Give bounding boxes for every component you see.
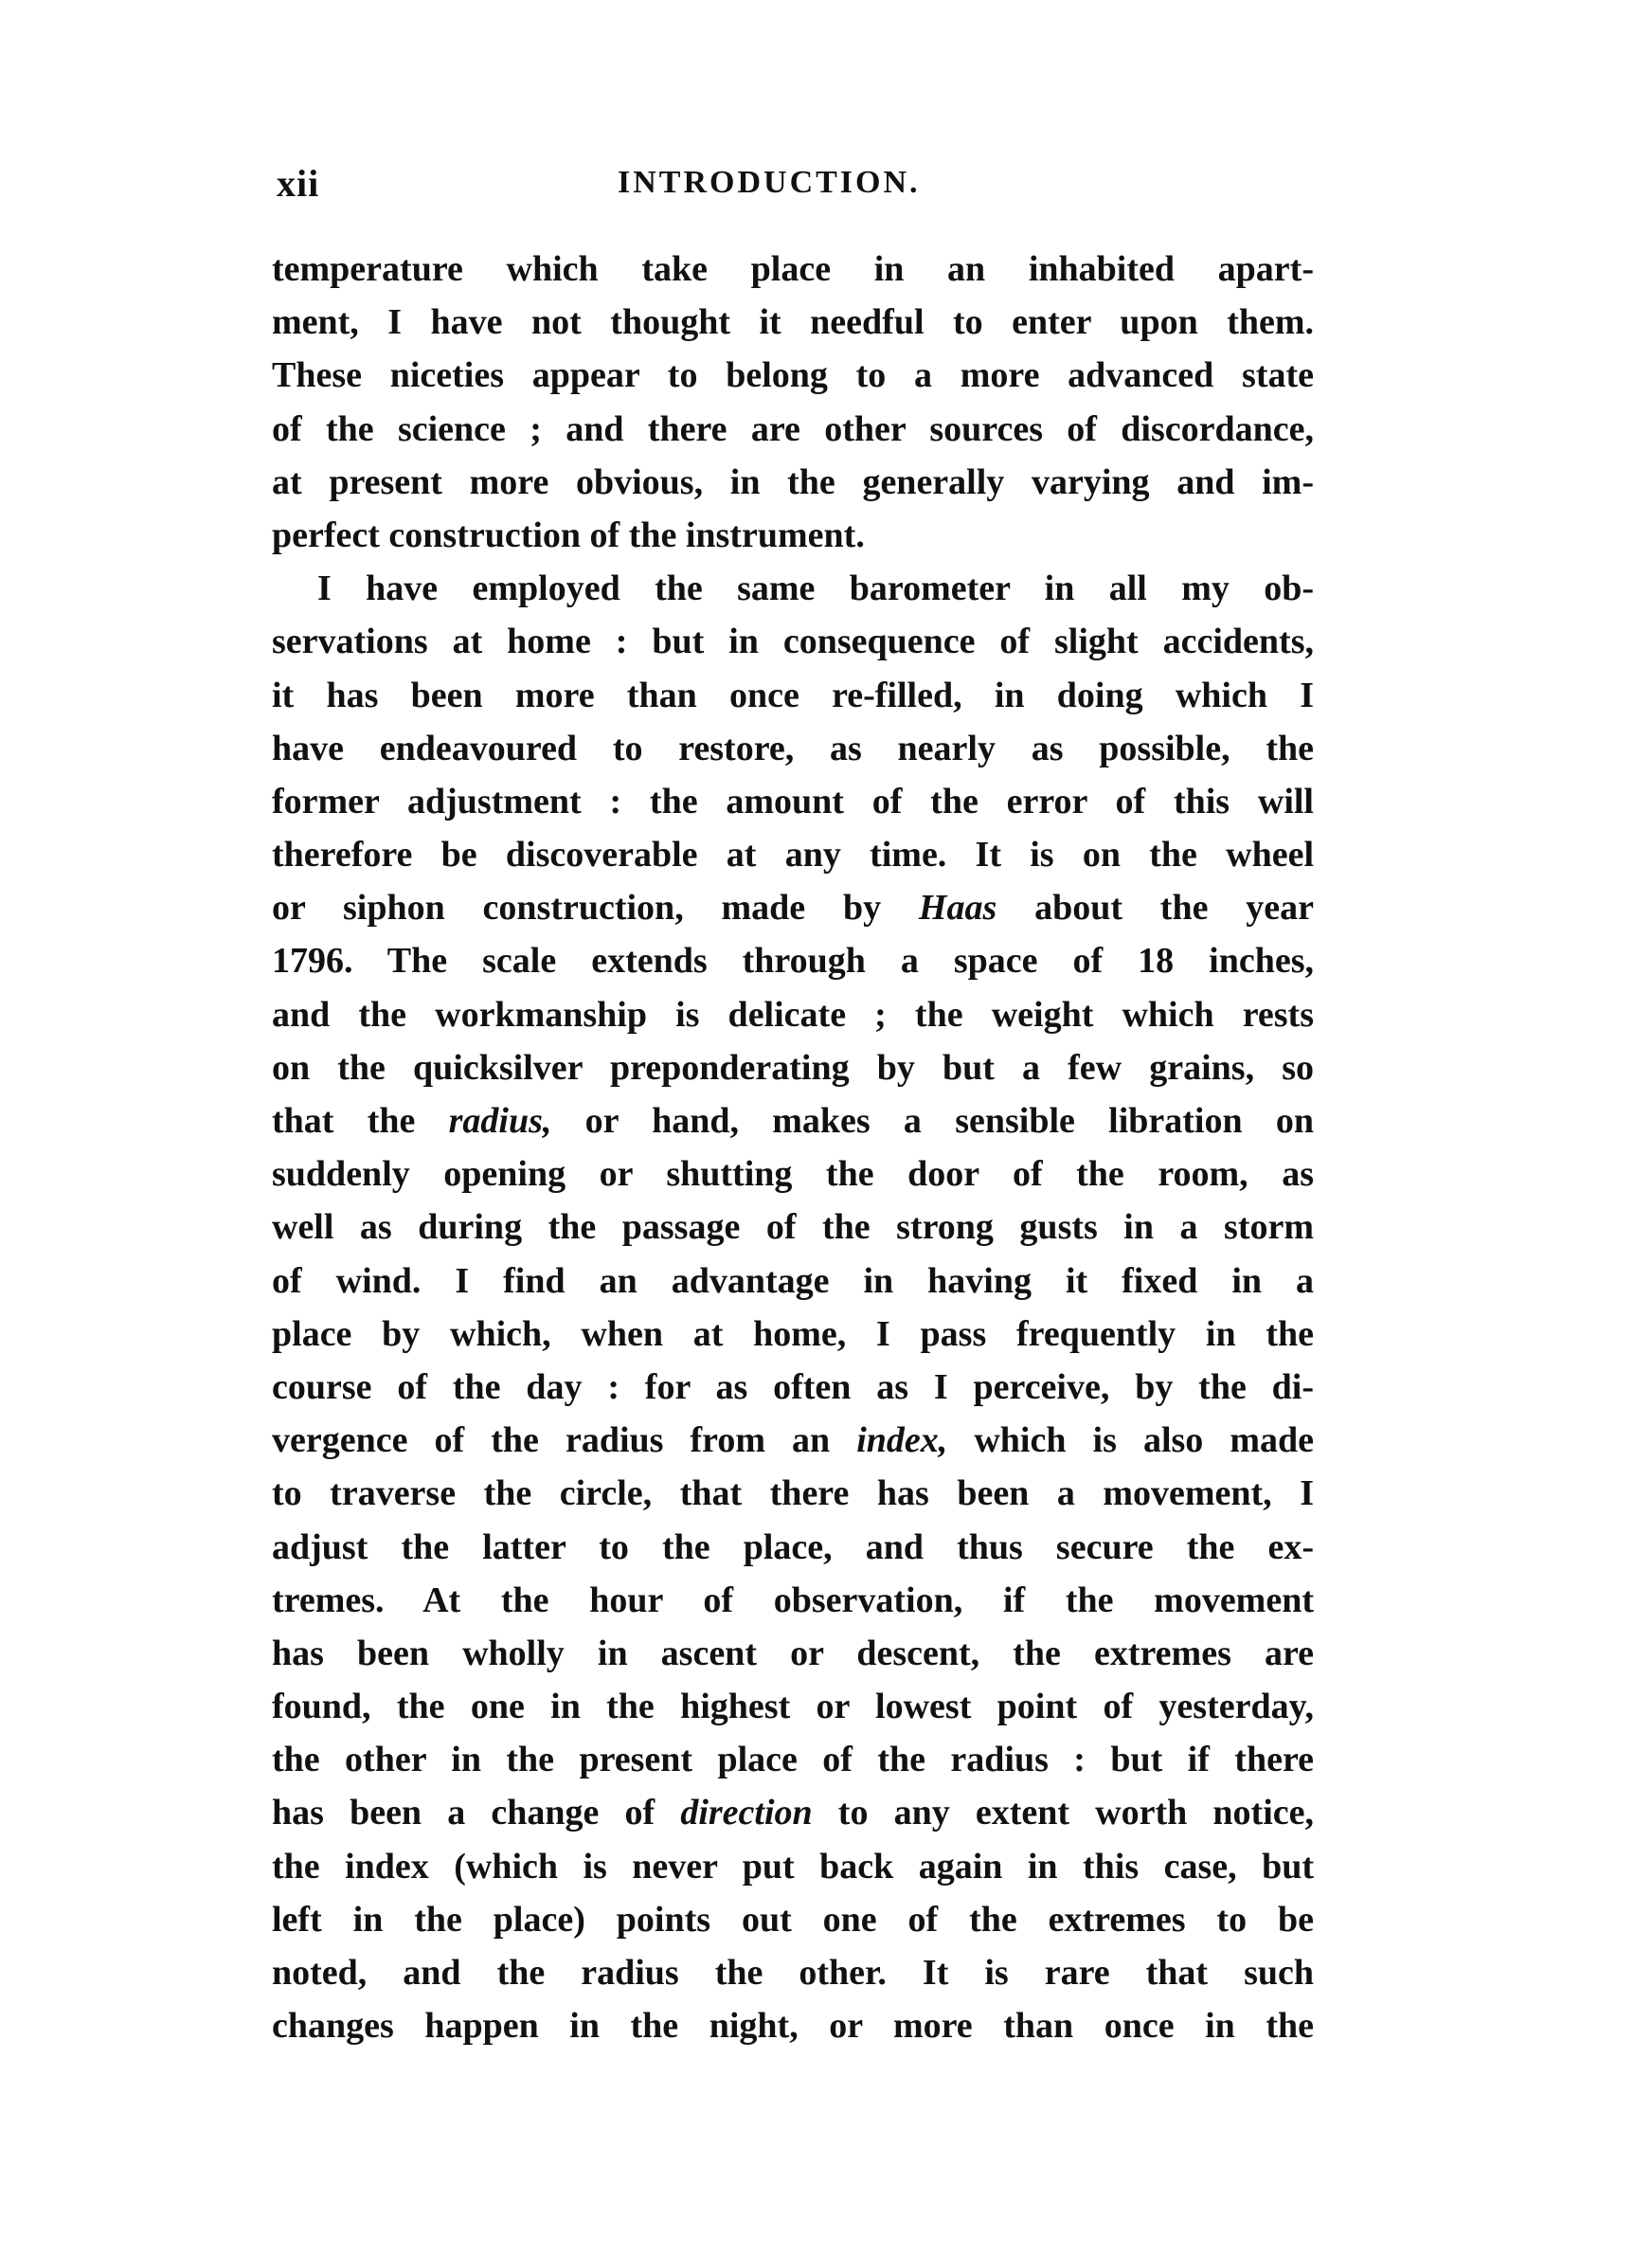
text-line: therefore be discoverable at any time. It is on the wheel <box>272 835 1314 876</box>
text-line: changes happen in the night, or more than once in the <box>272 2006 1314 2047</box>
text-line: to traverse the circle, that there has been a movement, I <box>272 1473 1314 1514</box>
text-line: ment, I have not thought it needful to enter upon them. <box>272 302 1314 343</box>
text-line: perfect construction of the instrument. <box>272 515 865 555</box>
text-line: left in the place) points out one of the extremes to be <box>272 1899 1314 1940</box>
text-line: on the quicksilver preponderating by but a few grains, so <box>272 1047 1314 1088</box>
text-line: suddenly opening or shutting the door of the room, as <box>272 1154 1314 1195</box>
text-fragment: that the <box>272 1101 449 1141</box>
text-fragment: which is also made <box>947 1420 1314 1461</box>
italic-word: index, <box>856 1420 948 1461</box>
running-head: INTRODUCTION. <box>618 165 921 200</box>
text-line <box>272 1094 1314 1147</box>
text-line: tremes. At the hour of observation, if the movement <box>272 1580 1314 1620</box>
text-fragment: or hand, makes a sensible libration on <box>551 1101 1314 1141</box>
text-line: and the workmanship is delicate ; the weight which rests <box>272 994 1314 1035</box>
text-fragment: or siphon construction, made by <box>272 888 919 929</box>
text-line: servations at home : but in consequence of slight accidents, <box>272 622 1314 662</box>
text-line: adjust the latter to the place, and thus secure the ex- <box>272 1526 1314 1567</box>
text-line: of wind. I find an advantage in having it fixed in a <box>272 1260 1314 1301</box>
page-header <box>277 161 1319 208</box>
text-line: the other in the present place of the radius : but if there <box>272 1740 1314 1780</box>
text-line: noted, and the radius the other. It is rare that such <box>272 1953 1314 1993</box>
text-line: have endeavoured to restore, as nearly as possible, the <box>272 728 1314 768</box>
text-fragment: to any extent worth notice, <box>812 1793 1314 1833</box>
text-line: of the science ; and there are other sources of discordance, <box>272 408 1314 449</box>
text-fragment: has been a change of <box>272 1793 681 1833</box>
body-text <box>272 243 1314 2052</box>
text-line: has been wholly in ascent or descent, the extremes are <box>272 1633 1314 1673</box>
text-line: well as during the passage of the strong gusts in a storm <box>272 1207 1314 1248</box>
text-line <box>272 881 1314 934</box>
text-line: place by which, when at home, I pass frequently in the <box>272 1313 1314 1354</box>
text-line: 1796. The scale extends through a space of 18 inches, <box>272 941 1314 982</box>
italic-word: direction <box>680 1793 813 1833</box>
text-fragment: vergence of the radius from an <box>272 1420 857 1461</box>
text-line: temperature which take place in an inhabited apart- <box>272 249 1314 289</box>
italic-word: Haas <box>918 888 997 929</box>
text-line: former adjustment : the amount of the error of this will <box>272 781 1314 822</box>
text-line <box>272 1414 1314 1467</box>
text-line: at present more obvious, in the generally varying and im- <box>272 461 1314 502</box>
text-line: found, the one in the highest or lowest point of yesterday, <box>272 1687 1314 1727</box>
text-line: I have employed the same barometer in all my ob- <box>317 569 1314 609</box>
text-fragment: about the year <box>997 888 1314 929</box>
text-line: the index (which is never put back again in this case, but <box>272 1846 1314 1887</box>
page-number: xii <box>277 162 320 205</box>
italic-word: radius, <box>448 1101 552 1141</box>
text-line: it has been more than once re-filled, in doing which I <box>272 675 1314 715</box>
text-line: course of the day : for as often as I perceive, by the di- <box>272 1366 1314 1407</box>
text-line: These niceties appear to belong to a more advanced state <box>272 355 1314 396</box>
text-line <box>272 1786 1314 1839</box>
